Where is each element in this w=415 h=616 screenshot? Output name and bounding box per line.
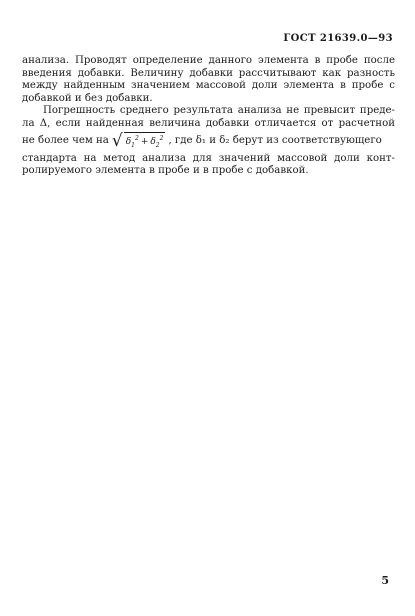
paragraph-2-line-5: ролируемого элемента в пробе и в пробе с добавкой. <box>22 165 309 177</box>
paragraph-2-line-1: Погрешность среднего результата анализа не превысит преде- <box>43 105 395 117</box>
paragraph-2-formula-line <box>22 131 395 153</box>
formula-radicand <box>124 132 166 152</box>
paragraph-1-line-4: добавкой и без добавки. <box>22 92 153 104</box>
formula-plus-sign: + <box>140 136 149 147</box>
page-number: 5 <box>381 574 389 587</box>
document-body <box>22 55 395 178</box>
paragraph-1-line-2: введения добавки. Величину добавки рассчитывают как разность <box>22 67 395 79</box>
paragraph-2-line-4: стандарта на метод анализа для значений массовой доли конт- <box>22 152 395 164</box>
document-standard-number: ГОСТ 21639.0—93 <box>283 33 393 44</box>
formula-delta-one: $\delta_1^2$ <box>125 134 139 149</box>
formula-delta-two: $\delta_2^2$ <box>150 134 164 149</box>
square-root-formula <box>112 132 166 152</box>
paragraph-2-line-3-start: не более чем на <box>22 135 109 147</box>
paragraph-2-line-3-end: , где δ₁ и δ₂ берут из соответствующего <box>168 135 382 147</box>
paragraph-1-line-1: анализа. Проводят определение данного элемента в пробе после <box>22 55 395 66</box>
square-root-sign: √ <box>111 131 123 152</box>
paragraph-1-line-3: между найденным значением массовой доли элемента в пробе с <box>22 80 395 92</box>
paragraph-2-line-2: ла Δ, если найденная величина добавки отличается от расчетной <box>22 117 395 129</box>
